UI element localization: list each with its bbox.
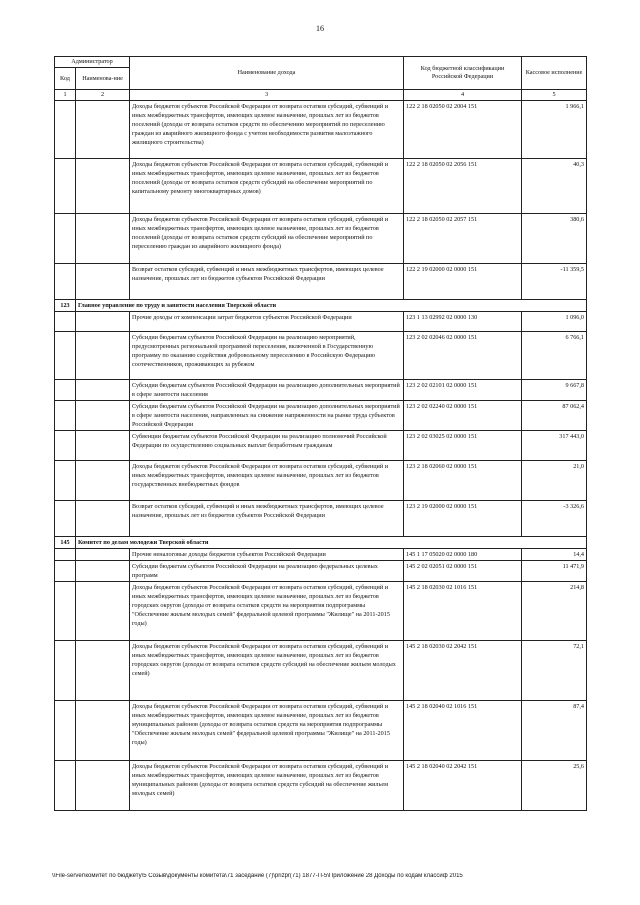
row-income-name: Возврат остатков субсидий, субвенций и иных межбюджетных трансфертов, имеющих целевое назначение, прошлых лет из бюджетов субъектов Российской Федерации	[130, 264, 404, 300]
row-amount: 1 096,0	[522, 312, 587, 332]
row-admin-name	[76, 561, 130, 582]
row-amount: 72,1	[522, 641, 587, 701]
row-income-name: Прочие неналоговые доходы бюджетов субъектов Российской Федерации	[130, 549, 404, 561]
row-code	[55, 101, 76, 159]
table-row	[55, 214, 587, 264]
row-code	[55, 461, 76, 501]
row-amount: 87,4	[522, 701, 587, 761]
row-admin-name	[76, 641, 130, 701]
row-income-name: Доходы бюджетов субъектов Российской Федерации от возврата остатков субсидий, субвенций и иных межбюджетных трансфертов, имеющих целевое назначение, прошлых лет из бюджетов муниципальных районов (доходы от возврата остатков средств субсидий на обеспечение жильем молодых семей)	[130, 761, 404, 811]
row-amount: 11 471,9	[522, 561, 587, 582]
row-kbk-code: 123 2 02 02240 02 0000 151	[404, 401, 522, 431]
table-row	[55, 312, 587, 332]
row-income-name: Доходы бюджетов субъектов Российской Федерации от возврата остатков субсидий, субвенций и иных межбюджетных трансфертов, имеющих целевое назначение, прошлых лет из бюджетов городских округов (доходы от возврата остатков средств субсидий на обеспечение жильем молодых семей)	[130, 641, 404, 701]
section-row	[55, 537, 587, 549]
row-kbk-code: 122 2 18 02050 02 2057 151	[404, 214, 522, 264]
administrator-header: Администратор	[55, 57, 130, 68]
section-row	[55, 300, 587, 312]
row-amount: 6 766,1	[522, 332, 587, 380]
row-code	[55, 549, 76, 561]
row-code	[55, 561, 76, 582]
row-income-name: Доходы бюджетов субъектов Российской Федерации от возврата остатков субсидий, субвенций и иных межбюджетных трансфертов, имеющих целевое назначение, прошлых лет из бюджетов городских округов (доходы от возврата остатков средств на мероприятия подпрограммы "Обеспечение жильем молодых семей" федеральной целевой программы "Жилище" на 2011-2015 годы)	[130, 582, 404, 641]
row-kbk-code: 123 2 02 02101 02 0000 151	[404, 380, 522, 401]
row-admin-name	[76, 701, 130, 761]
row-admin-name	[76, 582, 130, 641]
row-code	[55, 332, 76, 380]
row-admin-name	[76, 380, 130, 401]
row-kbk-code: 145 2 02 02051 02 0000 151	[404, 561, 522, 582]
row-code	[55, 401, 76, 431]
table-row	[55, 641, 587, 701]
table-row	[55, 380, 587, 401]
row-income-name: Субвенции бюджетам субъектов Российской Федерации на реализацию полномочий Российской Федерации по осуществлению социальных выплат безработным гражданам	[130, 431, 404, 461]
row-kbk-code: 145 2 18 02030 02 2042 151	[404, 641, 522, 701]
row-admin-name	[76, 332, 130, 380]
page-number: 16	[316, 24, 324, 33]
row-kbk-code: 122 2 18 02050 02 2004 151	[404, 101, 522, 159]
income-name-header: Наименование дохода	[130, 57, 404, 90]
code-header: Код	[55, 68, 76, 90]
row-code	[55, 582, 76, 641]
row-code	[55, 214, 76, 264]
row-amount: -3 326,6	[522, 501, 587, 537]
section-code: 123	[55, 300, 76, 312]
row-admin-name	[76, 431, 130, 461]
row-kbk-code: 145 1 17 05020 02 0000 180	[404, 549, 522, 561]
row-income-name: Прочие доходы от компенсации затрат бюджетов субъектов Российской Федерации	[130, 312, 404, 332]
row-income-name: Субсидии бюджетам субъектов Российской Федерации на реализацию дополнительных мероприятий в сфере занятости населения, направленных на снижение напряженности на рынке труда субъектов Российской Федерации	[130, 401, 404, 431]
table-row	[55, 431, 587, 461]
row-admin-name	[76, 264, 130, 300]
row-kbk-code: 123 2 02 03025 02 0000 151	[404, 431, 522, 461]
col-number-2: 2	[76, 90, 130, 101]
row-kbk-code: 122 2 18 02050 02 2056 151	[404, 159, 522, 214]
col-number-1: 1	[55, 90, 76, 101]
section-title: Главное управление по труду и занятости населения Тверской области	[76, 300, 587, 312]
table-row	[55, 264, 587, 300]
row-code	[55, 380, 76, 401]
row-admin-name	[76, 101, 130, 159]
row-amount: 14,4	[522, 549, 587, 561]
table-row	[55, 332, 587, 380]
table-row	[55, 461, 587, 501]
table-row	[55, 101, 587, 159]
row-code	[55, 264, 76, 300]
col-number-3: 3	[130, 90, 404, 101]
col-number-5: 5	[522, 90, 587, 101]
table-row	[55, 401, 587, 431]
row-amount: -11 359,5	[522, 264, 587, 300]
row-amount: 25,6	[522, 761, 587, 811]
table-row	[55, 501, 587, 537]
row-kbk-code: 123 2 02 02046 02 0000 151	[404, 332, 522, 380]
row-amount: 21,0	[522, 461, 587, 501]
budget-code-header: Код бюджетной классификации Российской Федерации	[404, 57, 522, 90]
row-code	[55, 641, 76, 701]
row-income-name: Субсидии бюджетам субъектов Российской Федерации на реализацию федеральных целевых программ	[130, 561, 404, 582]
income-table	[54, 56, 587, 811]
row-admin-name	[76, 461, 130, 501]
row-admin-name	[76, 501, 130, 537]
row-income-name: Доходы бюджетов субъектов Российской Федерации от возврата остатков субсидий, субвенций и иных межбюджетных трансфертов, имеющих целевое назначение, прошлых лет из бюджетов муниципальных районов (доходы от возврата остатков средств на мероприятия подпрограммы "Обеспечение жильем молодых семей" федеральной целевой программы "Жилище" на 2011-2015 годы)	[130, 701, 404, 761]
row-kbk-code: 145 2 18 02040 02 1016 151	[404, 701, 522, 761]
row-amount: 40,3	[522, 159, 587, 214]
row-code	[55, 312, 76, 332]
section-code: 145	[55, 537, 76, 549]
cash-execution-header: Кассовое исполнение	[522, 57, 587, 90]
row-code	[55, 159, 76, 214]
row-kbk-code: 123 2 18 02060 02 0000 151	[404, 461, 522, 501]
footer-file-path: \\File-server\комитет по бюджету\5 Созыв\документы комитета\71 заседание (7)\prizpr(71) 1877-П-5\Приложение 28 Доходы по кодам классиф 2015	[52, 873, 463, 879]
row-code	[55, 761, 76, 811]
table-row	[55, 159, 587, 214]
row-code	[55, 431, 76, 461]
row-admin-name	[76, 312, 130, 332]
row-admin-name	[76, 214, 130, 264]
row-income-name: Возврат остатков субсидий, субвенций и иных межбюджетных трансфертов, имеющих целевое назначение, прошлых лет из бюджетов субъектов Российской Федерации	[130, 501, 404, 537]
row-kbk-code: 123 2 19 02000 02 0000 151	[404, 501, 522, 537]
row-kbk-code: 145 2 18 02030 02 1016 151	[404, 582, 522, 641]
row-income-name: Субсидии бюджетам субъектов Российской Федерации на реализацию мероприятий, предусмотренных региональной программой переселения, включенной в Государственную программу по оказанию содействия добровольному переселению в Российскую Федерацию соотечественников, проживающих за рубежом	[130, 332, 404, 380]
row-income-name: Доходы бюджетов субъектов Российской Федерации от возврата остатков субсидий, субвенций и иных межбюджетных трансфертов, имеющих целевое назначение, прошлых лет из бюджетов государственных внебюджетных фондов	[130, 461, 404, 501]
row-admin-name	[76, 159, 130, 214]
row-income-name: Доходы бюджетов субъектов Российской Федерации от возврата остатков субсидий, субвенций и иных межбюджетных трансфертов, имеющих целевое назначение, прошлых лет из бюджетов поселений (доходы от возврата остатков средств субсидий на обеспечение мероприятий по капитальному ремонту многоквартирных домов)	[130, 159, 404, 214]
row-code	[55, 501, 76, 537]
admin-name-header: Наименова-ние	[76, 68, 130, 90]
row-income-name: Доходы бюджетов субъектов Российской Федерации от возврата остатков субсидий, субвенций и иных межбюджетных трансфертов, имеющих целевое назначение, прошлых лет из бюджетов поселений (доходы от возврата остатков средств субсидий на обеспечение мероприятий по переселению граждан из аварийного жилищного фонда)	[130, 214, 404, 264]
row-income-name: Доходы бюджетов субъектов Российской Федерации от возврата остатков субсидий, субвенций и иных межбюджетных трансфертов, имеющих целевое назначение, прошлых лет из бюджетов поселений (доходы от возврата остатков средств по обеспечению мероприятий по переселению граждан из аварийного жилищного фонда с учетом необходимости развития малоэтажного жилищного строительства)	[130, 101, 404, 159]
table-row	[55, 582, 587, 641]
row-amount: 87 062,4	[522, 401, 587, 431]
table-row	[55, 701, 587, 761]
row-income-name: Субсидии бюджетам субъектов Российской Федерации на реализацию дополнительных мероприятий в сфере занятости населения	[130, 380, 404, 401]
row-amount: 317 443,0	[522, 431, 587, 461]
row-amount: 1 966,1	[522, 101, 587, 159]
table-row	[55, 549, 587, 561]
table-body	[55, 101, 587, 811]
col-number-4: 4	[404, 90, 522, 101]
row-amount: 380,6	[522, 214, 587, 264]
row-kbk-code: 122 2 19 02000 02 0000 151	[404, 264, 522, 300]
row-admin-name	[76, 549, 130, 561]
row-amount: 214,8	[522, 582, 587, 641]
row-admin-name	[76, 401, 130, 431]
row-kbk-code: 123 1 13 02992 02 0000 130	[404, 312, 522, 332]
table-row	[55, 761, 587, 811]
row-admin-name	[76, 761, 130, 811]
row-code	[55, 701, 76, 761]
section-title: Комитет по делам молодежи Тверской области	[76, 537, 587, 549]
row-amount: 9 667,8	[522, 380, 587, 401]
row-kbk-code: 145 2 18 02040 02 2042 151	[404, 761, 522, 811]
table-header	[55, 57, 587, 101]
table-row	[55, 561, 587, 582]
